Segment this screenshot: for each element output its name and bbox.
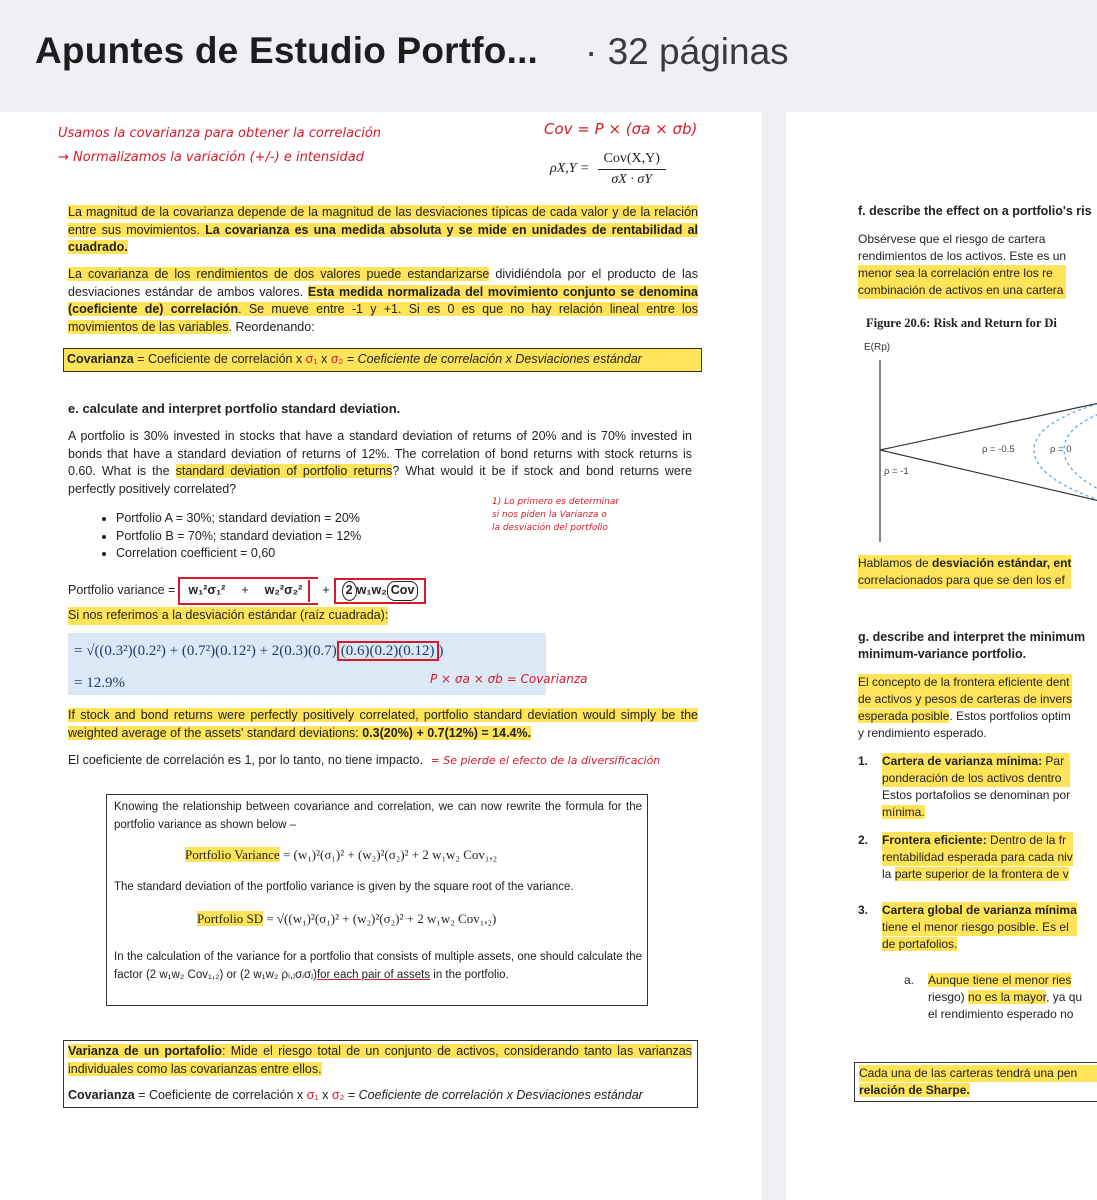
item-3-number: 3. [858,903,869,917]
item-1-label: Cartera de varianza mínima: [882,754,1043,768]
item-2-line-2: rentabilidad esperada para cada niv [882,850,1073,864]
box-coef-desv: Coeficiente de correlación x Desviaciones estándar [357,352,642,366]
document-page-1[interactable] [0,112,762,1200]
document-page-2[interactable] [786,112,1097,1200]
pv-bracket-variances [178,577,318,605]
item-1-number: 1. [858,754,869,768]
sd-intro-text: Si nos referimos a la desviación estándar (raíz cuadrada): [68,607,388,625]
text-covariance-magnitude: La magnitud de la covarianza depende de la magnitud de las desviaciones típicas de cada valor y de la relación entre sus movimientos. [68,205,698,237]
text-example-intro: A portfolio is 30% invested in stocks that have a standard deviation of returns of 20% and is 70% invested in bonds that have a standard deviation of returns of 12%. The correlation of bond returns with stock returns is 0.60. What is the [68,429,692,478]
list-item-3 [858,902,1077,953]
paragraph-correlation-one [68,752,660,770]
para-h-line-2: correlacionados para que se den los ef [858,572,1071,589]
item-2-text: Dentro de la fr [986,833,1067,847]
section-e-heading: e. calculate and interpret portfolio standard deviation. [68,401,401,416]
para-g-line-4: y rendimiento esperado. [858,726,987,740]
paragraph-covariance-magnitude [68,204,698,257]
item-1-line-3: Estos portafolios se denominan por [882,788,1071,802]
box-covarianza-label: Covarianza [67,352,134,366]
para-g-line-2: de activos y pesos de carteras de invers [858,692,1073,706]
sigma2-symbol: σ₂ [330,352,344,366]
pv-label: Portfolio variance = [68,583,176,598]
item-3-label: Cartera global de varianza mínima [882,903,1077,917]
chart-label-rho-neg1: ρ = -1 [884,466,909,477]
risk-return-chart [864,342,1097,542]
sigma1-symbol: σ₁ [305,352,318,366]
bullet-portfolio-b: • Portfolio B = 70%; standard deviation = 12% [116,528,361,546]
para-g-line-3b: . Estos portfolios optim [949,709,1071,723]
chart-line-lower [880,450,1097,502]
pv-cov-circled: Cov [387,581,419,601]
item-2-line-3a: la [882,867,895,881]
para-h-bold: desviación estándar, ent [932,556,1072,570]
excerpt-sd-expression: = √((w₁)²(σ₁)² + (w₂)²(σ₂)² + 2 w₁w₂ Cov₁,₂) [263,911,497,926]
excerpt-pv-formula [185,847,497,863]
handwritten-cov-formula: Cov = P × (σa × σb) [544,120,698,138]
list-item-2 [858,832,1073,883]
item-1-text: Par [1042,754,1065,768]
item-3-line-2: tiene el menor riesgo posible. Es el [882,919,1077,936]
document-title: Apuntes de Estudio Portfo... [35,30,539,71]
pv-plus-2: + [322,583,330,598]
para-f-line-4: combinación de activos en una cartera [858,282,1066,299]
excerpt-each-pair: for each pair of assets [316,968,431,981]
paragraph-g [858,674,1072,742]
formula-numerator: Cov(X,Y) [598,151,666,170]
summary-definition [68,1043,692,1078]
paragraph-perfect-correlation [68,707,698,742]
sub-item-a-label: a. [904,973,915,987]
formula-denominator: σX · σY [611,171,653,187]
para-f-line-3: menor sea la correlación entre los re [858,265,1066,282]
text-covariance-absolute: La covarianza es una medida absoluta y se mide en unidades de rentabilidad al cuadrado. [68,222,698,254]
pv-term-2: w₂²σ₂² [264,583,303,598]
sharpe-note-line-2: relación de Sharpe. [859,1083,970,1097]
section-g-heading [858,629,1085,663]
paragraph-covariance-standardize [68,266,698,336]
excerpt-multi-asset [114,949,642,984]
excerpt-factor-text: In the calculation of the variance for a portfolio that consists of multiple assets, one should calculate the factor (2 w₁w₂ Cov₁,₂) or (2 w₁w₂ ρᵢ,ⱼσᵢσⱼ) [114,951,642,981]
para-g-line-1: El concepto de la frontera eficiente dent [858,674,1072,691]
handwritten-note-top-2: → Normalizamos la variación (+/-) e intensidad [58,150,365,165]
sub-item-a [904,972,1082,1023]
summary-equals: = [344,1088,359,1102]
chart-label-rho-0: ρ = 0 [1050,444,1072,455]
sharpe-note-box [854,1062,1097,1102]
excerpt-portfolio-end: in the portfolio. [430,968,509,981]
portfolio-variance-formula [68,577,426,605]
figure-title: Figure 20.6: Risk and Return for Di [866,316,1057,330]
summary-sigma1: σ₁ [306,1088,319,1102]
bullet-correlation: • Correlation coefficient = 0,60 [116,545,361,563]
calc-close: ) [438,643,444,659]
chart-label-rho-neg05: ρ = -0.5 [982,444,1015,455]
summary-sigma2: σ₂ [331,1088,345,1102]
paragraph-h [858,555,1071,589]
para-f-line-1: Obsérvese que el riesgo de cartera [858,232,1046,246]
pv-bracket-covariance [334,578,427,604]
note-mid-line-1: 1) Lo primero es determinar [492,497,620,507]
text-divide: dividiéndola por el producto de las desviaciones estándar de ambos valores. [68,267,698,299]
pv-two-circled: 2 [342,581,357,601]
summary-text: : Mide el riesgo total de un conjunto de activos, considerando tanto las varianzas individuales como las covarianzas entre ellos. [68,1044,693,1076]
excerpt-sd-label: Portfolio SD [197,911,264,926]
text-standardize: La covarianza de los rendimientos de dos valores puede estandarizarse [68,267,490,281]
sharpe-note-line-1: Cada una de las carteras tendrá una pen [859,1065,1097,1082]
sub-item-a-line-2b: no es la mayor [968,990,1047,1004]
excerpt-sd-formula [197,911,496,927]
formula-lhs: ρX,Y = [550,161,590,176]
text-example-question: ? What would it be if stock and bond returns were perfectly positively correlated? [68,464,692,496]
item-2-line-3b: parte superior de la frontera de v [894,867,1069,881]
bullet-portfolio-a: • Portfolio A = 30%; standard deviation = 20% [116,510,361,528]
text-correlation-range: . Se mueve entre -1 y +1. Si es 0 es que no hay relación lineal entre los movimientos de las variables [68,302,698,334]
text-correlation-definition: Esta medida normalizada del movimiento conjunto se denomina (coeficiente de) correlación [68,284,699,316]
portfolio-variance-summary-box [63,1040,698,1108]
text-perfect-correlation: If stock and bond returns were perfectly positively correlated, portfolio standard deviation would simply be the weighted average of the assets' standard deviations: [68,708,698,740]
pv-weights: w₁w₂ [356,583,387,598]
pv-plus-1: + [241,583,249,598]
section-f-heading: f. describe the effect on a portfolio's ris [858,204,1092,218]
summary-cov-coef: = Coeficiente de correlación x [134,1088,307,1102]
sub-item-a-line-3: el rendimiento esperado no [928,1007,1074,1021]
summary-label: Varianza de un portafolio [68,1044,222,1058]
calc-boxed-covariance: (0.6)(0.2)(0.12) [337,641,439,661]
para-h-intro: Hablamos de [858,556,933,570]
text-weighted-average-result: 0.3(20%) + 0.7(12%) = 14.4%. [362,725,532,740]
text-no-impact: El coeficiente de correlación es 1, por lo tanto, no tiene impacto. [68,753,424,767]
portfolio-bullet-list [96,510,361,563]
box-times: x [317,352,331,366]
text-rearranging: . Reordenando: [228,319,315,334]
handwritten-note-diversification: = Se pierde el efecto de la diversificación [430,754,661,767]
item-1-line-4: mínima. [882,805,925,819]
item-2-number: 2. [858,833,869,847]
calc-line-1 [74,643,444,660]
excerpt-intro: Knowing the relationship between covariance and correlation, we can now rewrite the formula for the portfolio variance as shown below – [114,801,642,831]
para-f-line-2: rendimientos de los activos. Este es un [858,249,1067,263]
paragraph-f [858,231,1066,299]
sub-item-a-line-1: Aunque tiene el menor ries [928,973,1072,987]
summary-cov-label: Covarianza [68,1088,135,1102]
paragraph-portfolio-example [68,428,692,498]
note-mid-line-3: la desviación del portfolio [492,523,608,533]
item-3-line-3: de portafolios. [882,937,958,951]
summary-coef-desv: Coeficiente de correlación x Desviaciones estándar [358,1088,643,1102]
excerpt-sd-text: The standard deviation of the portfolio variance is given by the square root of the variance. [114,881,574,893]
calc-expression: = √((0.3²)(0.2²) + (0.7²)(0.12²) + 2(0.3)(0.7) [74,643,337,659]
box-equals: = [343,352,358,366]
sub-item-a-line-2c: , ya qu [1046,990,1083,1004]
section-g-line-1: g. describe and interpret the minimum [858,630,1086,644]
correlation-formula [550,146,666,192]
handwritten-note-covarianza: P × σa × σb = Covarianza [430,672,588,686]
para-g-line-3: esperada posible [858,709,950,723]
textbook-excerpt-box [106,794,648,1006]
page-count: · 32 páginas [585,31,789,72]
summary-times: x [318,1088,332,1102]
item-2-label: Frontera eficiente: [882,833,987,847]
chart-axis-label: E(Rp) [864,342,891,353]
sub-item-a-line-2a: riesgo) [928,990,969,1004]
excerpt-pv-expression: = (w₁)²(σ₁)² + (w₂)²(σ₂)² + 2 w₁w₂ Cov₁,₂ [279,847,498,862]
summary-cov-formula [68,1087,643,1105]
excerpt-pv-label: Portfolio Variance [185,847,280,862]
pv-term-1: w₁²σ₁² [188,583,226,598]
calc-result: = 12.9% [74,675,125,691]
note-mid-line-2: si nos piden la Varianza o [492,510,607,520]
list-item-1 [858,753,1070,821]
section-g-line-2: minimum-variance portfolio. [858,647,1027,661]
text-std-portfolio-returns: standard deviation of portfolio returns [175,464,393,478]
chart-line-upper [880,402,1097,450]
item-1-line-2: ponderación de los activos dentro [882,770,1070,787]
document-header [0,0,1097,112]
box-coef-text: = Coeficiente de correlación x [133,352,306,366]
handwritten-note-mid [492,496,619,535]
chart-graphic [864,342,1097,542]
covariance-formula-box [63,348,702,372]
handwritten-note-top-1: Usamos la covarianza para obtener la correlación [58,126,382,141]
